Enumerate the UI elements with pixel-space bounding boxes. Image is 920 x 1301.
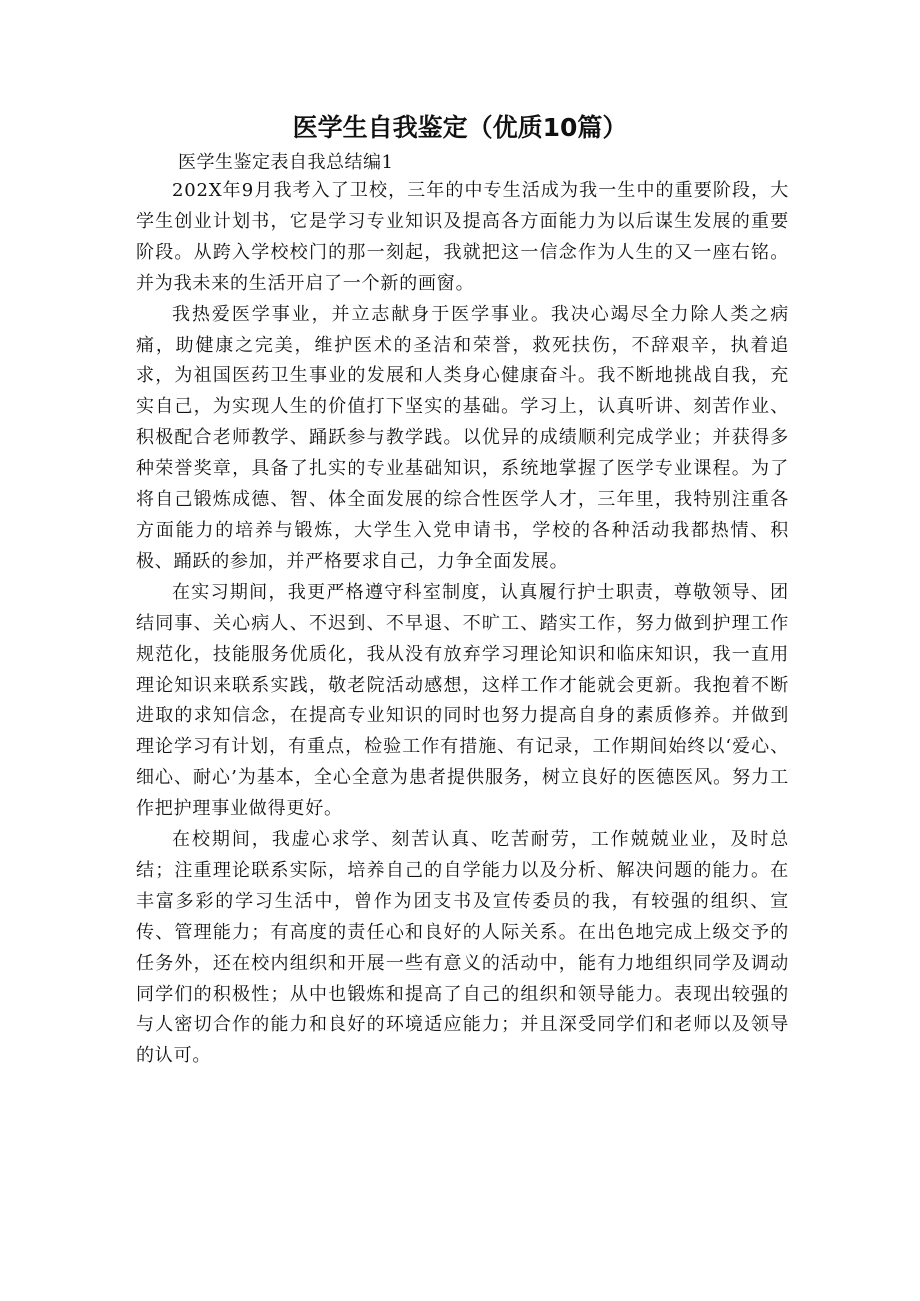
paragraph-3: 在实习期间，我更严格遵守科室制度，认真履行护士职责，尊敬领导、团结同事、关心病人、不迟到、不早退、不旷工、踏实工作，努力做到护理工作规范化，技能服务优质化，我从没有放弃学习理论知识和临床知识，我一直用理论知识来联系实践，敬老院活动感想，这样工作才能就会更新。我抱着不断进取的求知信念，在提高专业知识的同时也努力提高自身的素质修养。并做到理论学习有计划，有重点，检验工作有措施、有记录，工作期间始终以‘爱心、细心、耐心’为基本，全心全意为患者提供服务，树立良好的医德医风。努力工作把护理事业做得更好。 xyxy=(136,581,789,820)
document-body xyxy=(136,176,789,1072)
paragraph-1: 202X年9月我考入了卫校，三年的中专生活成为我一生中的重要阶段，大学生创业计划书，它是学习专业知识及提高各方面能力为以后谋生发展的重要阶段。从跨入学校校门的那一刻起，我就把这一信念作为人生的又一座右铭。并为我未来的生活开启了一个新的画窗。 xyxy=(136,180,789,294)
section-heading: 医学生鉴定表自我总结编1 xyxy=(178,152,394,173)
document-title: 医学生自我鉴定（优质10篇） xyxy=(292,113,628,142)
paragraph-2: 我热爱医学事业，并立志献身于医学事业。我决心竭尽全力除人类之病痛，助健康之完美，维护医术的圣洁和荣誉，救死扶伤，不辞艰辛，执着追求，为祖国医药卫生事业的发展和人类身心健康奋斗。我不断地挑战自我，充实自己，为实现人生的价值打下坚实的基础。学习上，认真听讲、刻苦作业、积极配合老师教学、踊跃参与教学践。以优异的成绩顺利完成学业；并获得多种荣誉奖章，具备了扎实的专业基础知识，系统地掌握了医学专业课程。为了将自己锻炼成德、智、体全面发展的综合性医学人才，三年里，我特别注重各方面能力的培养与锻炼，大学生入党申请书，学校的各种活动我都热情、积极、踊跃的参加，并严格要求自己，力争全面发展。 xyxy=(136,303,789,572)
paragraph-4: 在校期间，我虚心求学、刻苦认真、吃苦耐劳，工作兢兢业业，及时总结；注重理论联系实际，培养自己的自学能力以及分析、解决问题的能力。在丰富多彩的学习生活中，曾作为团支书及宣传委员的我，有较强的组织、宣传、管理能力；有高度的责任心和良好的人际关系。在出色地完成上级交予的任务外，还在校内组织和开展一些有意义的活动中，能有力地组织同学及调动同学们的积极性；从中也锻炼和提高了自己的组织和领导能力。表现出较强的与人密切合作的能力和良好的环境适应能力；并且深受同学们和老师以及领导的认可。 xyxy=(136,829,789,1067)
